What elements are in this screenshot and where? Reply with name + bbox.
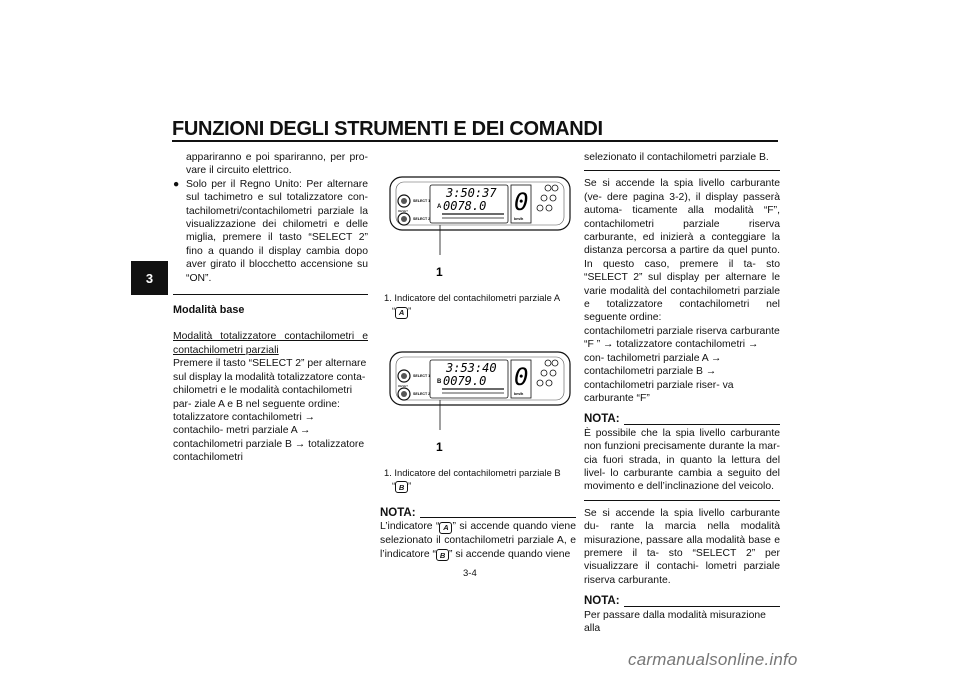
nota-heading (584, 595, 780, 608)
trip-b-indicator: B (437, 378, 442, 385)
oil-light-icon (546, 380, 552, 386)
section-rule (584, 170, 780, 171)
select2-label: SELECT 2 (413, 391, 431, 396)
callout-number: 1 (436, 439, 443, 454)
lcd-speed: 0 (514, 362, 529, 391)
body-text: selezionato il contachilometri parziale B. (584, 152, 769, 163)
left-column (173, 151, 368, 465)
caption-indicator: “ B ” (392, 479, 412, 492)
select2-label: SELECT 2 (413, 217, 431, 221)
nota-text: Per passare dalla modalità misurazione alla (584, 609, 766, 634)
trip-b-icon: B (436, 549, 449, 561)
instrument-figure-b (380, 325, 578, 455)
turn-signal-icon (541, 195, 547, 201)
section-rule (584, 500, 780, 501)
turn-signal-icon (541, 370, 547, 376)
section-heading: Modalità base (173, 304, 245, 317)
neutral-light-icon (552, 185, 558, 191)
nota-part: ” si accende quando viene (449, 548, 571, 560)
header-rule (172, 140, 778, 142)
bullet-item (173, 178, 368, 285)
caption-text: 1. Indicatore del contachilometri parziale B (384, 466, 561, 478)
warning-light-icon (545, 185, 551, 191)
fuel-warning-icon (550, 195, 556, 201)
trip-a-indicator: A (437, 204, 442, 210)
figure-b-caption (380, 466, 580, 494)
bullet-dot: ● (173, 178, 180, 190)
body-text: Se si accende la spia livello carburante du- rante la marcia nella modalità misurazione, passare alla modalità base e premere il ta- sto “SELECT 2” per visualizzare il contachi- lometri parziale riserva carburante. (584, 507, 780, 586)
fuel-warning-icon (550, 370, 556, 376)
middle-nota (380, 507, 576, 561)
speed-unit: km/h (514, 390, 524, 396)
trip-b-icon: B (395, 481, 408, 493)
page-title: FUNZIONI DEGLI STRUMENTI E DEI COMANDI (172, 118, 603, 140)
trip-a-icon: A (439, 522, 452, 534)
bullet-text: Solo per il Regno Unito: Per alternare sul tachimetro e sul totalizzatore con- tachilometri/contachilometri parziale la visualizzazione dei chilometri e delle miglia, premere il tasto “SELECT 2” fino a quando il display cambia dopo aver girato il blocchetto accensione su “ON”. (186, 178, 368, 284)
chapter-tab: 3 (131, 261, 168, 295)
nota-text (380, 520, 576, 561)
select1-label: SELECT 1 (413, 199, 431, 203)
trip-a-icon: A (395, 307, 408, 319)
caption-indicator: “ A ” (392, 305, 412, 317)
nota-heading (584, 413, 780, 426)
subsection-heading: Modalità totalizzatore contachilometri e contachilometri parziali (173, 331, 368, 356)
neutral-light-icon (552, 360, 558, 366)
lcd-clock: 3:53:40 (446, 360, 497, 375)
nota-text: È possibile che la spia livello carburante non funzioni precisamente durante la mar- cia fuori strada, in quanto la lettura del livel- lo carburante cambia a seguito del movimento e dell’inclinazione del veicolo. (584, 427, 780, 493)
section-rule (173, 294, 368, 295)
body-text: contachilometri parziale riserva carburante “F ” → totalizzatore contachilometri → con- tachilometri parziale A → contachilometri parziale B → contachilometri parziale riser- va carburante “F” (584, 325, 780, 404)
body-text: Se si accende la spia livello carburante (ve- dere pagina 3-2), il display passerà automa- ticamente alla modalità “F”, contachilometri parziale riserva carburante, ed inizierà a conteggiare la distanza percorsa a partire da quel punto. In questo caso, premere il ta- sto “SELECT 2” sul display per alternare le varie modalità del contachilometri parziale e totalizzatore contachilometri nel seguente ordine: (584, 178, 780, 324)
nota-part: L’indicatore “ (380, 521, 440, 533)
select1-label: SELECT 1 (413, 373, 431, 378)
reset-label: RESET (398, 383, 409, 388)
watermark-link[interactable]: carmanualsonline.info (628, 650, 798, 669)
nota-heading (380, 507, 576, 520)
page-number: 3-4 (463, 568, 477, 579)
figure-a-caption (380, 291, 580, 319)
speed-unit: km/h (514, 216, 524, 221)
right-column (584, 151, 780, 635)
reset-label: RESET (398, 209, 409, 213)
nota-label: NOTA: (380, 507, 416, 519)
warning-light-icon (545, 360, 551, 366)
nota-label: NOTA: (584, 595, 620, 608)
instrument-figure-a (380, 150, 578, 280)
lcd-speed: 0 (514, 188, 529, 216)
nota-label: NOTA: (584, 413, 620, 426)
lcd-clock: 3:50:37 (446, 186, 497, 200)
middle-column (380, 150, 580, 561)
caption-text: 1. Indicatore del contachilometri parziale A (384, 292, 561, 303)
lcd-trip: 0078.0 (443, 199, 487, 213)
oil-light-icon (546, 205, 552, 211)
intro-text: appariranno e poi spariranno, per pro- vare il circuito elettrico. (186, 152, 368, 177)
callout-number: 1 (436, 265, 443, 279)
high-beam-icon (537, 380, 543, 386)
high-beam-icon (537, 205, 543, 211)
nota-part: ” si accende quando viene selezionato il contachilometri parziale A, e l’indicatore “ (380, 521, 576, 560)
body-text: Premere il tasto “SELECT 2” per alternare sul display la modalità totalizzatore conta- chilometri e le modalità contachilometri par- ziale A e B nel seguente ordine: totalizzatore contachilometri → contachilo- metri parziale A → contachilometri parziale B → totalizzatore contachilometri (173, 358, 367, 464)
lcd-trip: 0079.0 (443, 373, 487, 388)
